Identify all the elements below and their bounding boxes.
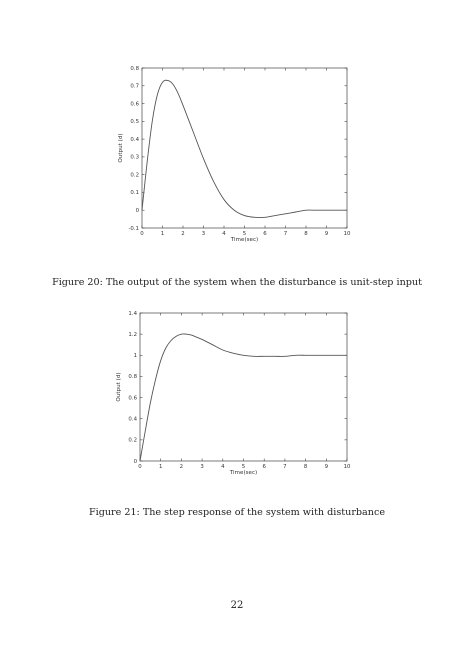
x-axis-label: Time(sec) — [230, 237, 259, 243]
y-tick-label: 1.4 — [128, 310, 137, 317]
page-number: 22 — [230, 600, 244, 611]
x-tick-label: 1 — [160, 231, 165, 237]
y-tick-label: 0.3 — [130, 154, 139, 161]
x-tick-label: 4 — [222, 231, 226, 237]
x-tick-label: 2 — [181, 231, 185, 237]
y-tick-label: 0.2 — [130, 172, 139, 179]
y-tick-label: 0.8 — [128, 374, 137, 381]
x-tick-label: 10 — [343, 464, 351, 470]
figure-20-chart — [0, 60, 474, 252]
y-tick-label: 0.4 — [130, 136, 139, 143]
figure-20-caption: Figure 20: The output of the system when the disturbance is unit-step input — [52, 277, 422, 288]
x-tick-label: 9 — [324, 464, 329, 470]
figure-21-caption: Figure 21: The step response of the system with disturbance — [88, 507, 386, 518]
y-tick-label: 0.5 — [130, 119, 139, 126]
x-tick-label: 1 — [158, 464, 163, 470]
x-tick-label: 6 — [262, 464, 266, 470]
y-tick-label: 0.6 — [130, 101, 139, 108]
y-axis-label: Output (d) — [116, 372, 122, 402]
x-tick-label: 0 — [140, 231, 144, 237]
plot-frame — [142, 68, 347, 228]
x-tick-label: 5 — [241, 464, 246, 470]
x-axis-label: Time(sec) — [229, 470, 258, 476]
x-tick-label: 10 — [343, 231, 351, 237]
x-tick-label: 6 — [263, 231, 267, 237]
y-tick-label: 0.6 — [128, 395, 137, 402]
series-line — [142, 80, 347, 217]
x-tick-label: 2 — [179, 464, 184, 470]
y-tick-label: 0.7 — [130, 83, 139, 90]
x-tick-label: 4 — [221, 464, 225, 470]
y-tick-label: 0.4 — [128, 416, 137, 423]
y-tick-label: 0 — [135, 208, 139, 215]
x-tick-label: 9 — [324, 231, 329, 237]
figure-20 — [0, 60, 474, 252]
x-tick-label: 5 — [242, 231, 247, 237]
plot-frame — [140, 313, 347, 461]
y-tick-label: 0.1 — [130, 190, 139, 197]
y-tick-label: 0.8 — [130, 65, 139, 72]
x-tick-label: 7 — [283, 231, 288, 237]
series-line — [140, 334, 347, 461]
y-tick-label: 1.2 — [128, 331, 137, 338]
y-tick-label: 1 — [133, 353, 137, 360]
x-tick-label: 8 — [303, 464, 308, 470]
x-tick-label: 0 — [138, 464, 142, 470]
figure-21-chart — [0, 305, 474, 483]
x-tick-label: 3 — [201, 231, 206, 237]
x-tick-label: 3 — [200, 464, 204, 470]
x-tick-label: 8 — [304, 231, 308, 237]
x-tick-label: 7 — [283, 464, 287, 470]
y-tick-label: 0.2 — [128, 437, 137, 444]
y-tick-label: 0 — [133, 458, 137, 465]
y-axis-label: Output (d) — [118, 133, 124, 163]
y-tick-label: -0.1 — [128, 225, 139, 232]
figure-21 — [0, 305, 474, 483]
